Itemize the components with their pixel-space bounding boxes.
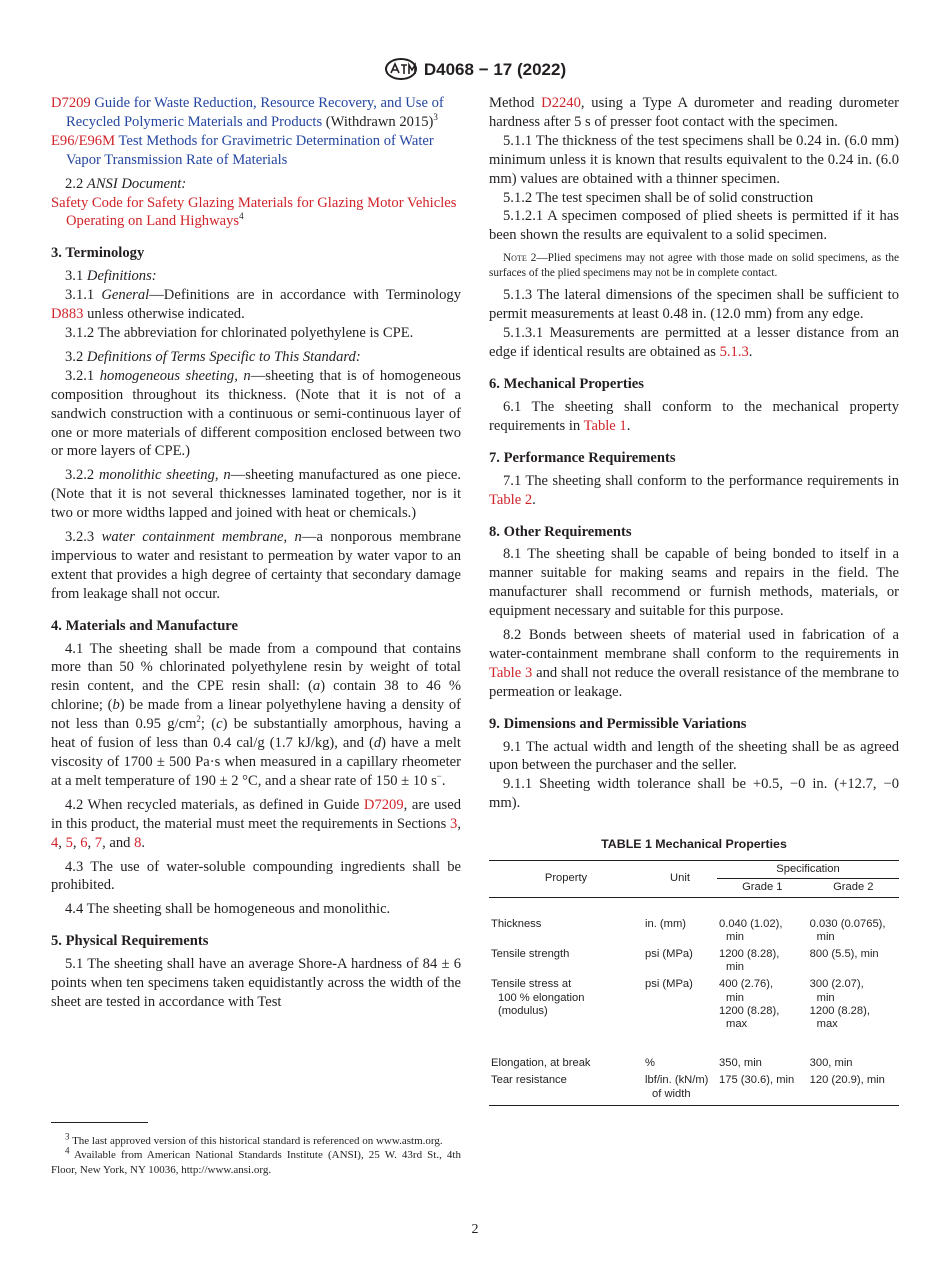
cell-unit: psi (MPa) — [645, 978, 693, 991]
para-5-1-3-1: 5.1.3.1 Measurements are permitted at a lesser distance from an edge if identical results are obtained as 5.1.3. — [489, 325, 899, 361]
cell-property: Thickness — [491, 917, 542, 930]
cell-grade-1: 350, min — [719, 1057, 762, 1070]
col-grade-2: Grade 2 — [808, 879, 899, 897]
right-column — [489, 94, 899, 1106]
cell-grade-2: 800 (5.5), min — [809, 947, 879, 960]
cell-grade-2: 300 (2.07), min 1200 (8.28), max — [809, 978, 870, 1030]
para-3-2-2: 3.2.2 monolithic sheeting, n—sheeting manufactured as one piece. (Note that it is not several thicknesses laminated together, nor is it two or more widths lapped and joined with heat or chemicals.) — [51, 467, 461, 522]
link-section-7[interactable]: 7 — [94, 834, 103, 851]
para-8-1: 8.1 The sheeting shall be capable of being bonded to itself in a manner suitable for making seams and repairs in the field. The manufacturer shall recommend or furnish methods, materials, or equipment necessary and suitable for this purpose. — [489, 546, 899, 620]
footnotes — [51, 1131, 461, 1177]
table-row — [489, 1070, 899, 1105]
footnote-rule — [51, 1122, 148, 1123]
cell-property: Tensile strength — [491, 947, 570, 960]
link-section-5[interactable]: 5 — [65, 834, 73, 851]
cell-unit: % — [645, 1057, 655, 1070]
para-3-2-1: 3.2.1 homogeneous sheeting, n—sheeting that is of homogeneous composition throughout its thickness. (Note that it is not of a sandwich construction with a continuous or semi-continuous layer of one or more materials of different composition enclosed between two or more layers of CPE.) — [51, 367, 461, 460]
footnote-3: $^3$ The last approved version of this historical standard is referenced on www.astm.org. — [65, 1131, 443, 1147]
para-5-1-2-1: 5.1.2.1 A specimen composed of plied sheets is permitted if it has been shown the results are equivalent to a solid specimen. — [489, 208, 899, 244]
link-d883[interactable]: D883 — [51, 306, 84, 323]
footnote-4: $^4$ Available from American National Standards Institute (ANSI), 25 W. 43rd St., 4th Floor, New York, NY 10036, http://www.ansi.org. — [51, 1145, 461, 1176]
link-section-6[interactable]: 6 — [80, 834, 88, 851]
link-ansi-safety-code[interactable]: Safety Code for Safety Glazing Materials for Glazing Motor Vehicles Operating on Land Highways — [51, 194, 457, 230]
section-3-title: 3. Terminology — [51, 245, 145, 262]
para-4-3: 4.3 The use of water-soluble compounding ingredients shall be prohibited. — [51, 858, 461, 894]
table-row — [489, 974, 899, 1031]
cell-unit: in. (mm) — [645, 917, 687, 930]
reference-d7209: D7209 Guide for Waste Reduction, Resource Recovery, and Use of Recycled Polymeric Materials and Products (Withdrawn 2015)$^3$ — [51, 95, 444, 130]
section-7-title: 7. Performance Requirements — [489, 449, 676, 466]
link-section-8[interactable]: 8 — [134, 834, 142, 851]
footnote-ref-4[interactable]: 4 — [239, 211, 244, 222]
cell-grade-2: 0.030 (0.0765), min — [809, 917, 886, 943]
section-5-title: 5. Physical Requirements — [51, 933, 209, 950]
col-grade-1: Grade 1 — [717, 879, 808, 897]
designation: D4068 − 17 (2022) — [423, 60, 567, 79]
reference-e96 — [51, 132, 461, 170]
col-property: Property — [489, 861, 643, 897]
cell-property: Tear resistance — [491, 1074, 567, 1087]
link-section-3[interactable]: 3 — [450, 815, 458, 832]
cell-property: Tensile stress at 100 % elongation (modulus) — [491, 978, 585, 1017]
para-4-4: 4.4 The sheeting shall be homogeneous and monolithic. — [65, 901, 391, 918]
ref-d7209-title[interactable]: Guide for Waste Reduction, Resource Recovery, and Use of Recycled Polymeric Materials and Products — [66, 95, 444, 130]
section-8-title: 8. Other Requirements — [489, 523, 632, 540]
cell-unit: psi (MPa) — [645, 947, 693, 960]
page-number: 2 — [471, 1222, 479, 1237]
para-4-2: 4.2 When recycled materials, as defined in Guide D7209, are used in this product, the material must meet the requirements in Sections 3, 4, 5, 6, 7, and 8. — [51, 796, 461, 851]
col-specification: Specification — [717, 861, 899, 879]
cell-grade-2: 120 (20.9), min — [809, 1074, 885, 1087]
link-5-1-3[interactable]: 5.1.3 — [719, 344, 749, 361]
ref-e96-title[interactable]: Test Methods for Gravimetric Determination of Water Vapor Transmission Rate of Materials — [66, 132, 434, 168]
link-section-4[interactable]: 4 — [51, 834, 59, 851]
para-9-1: 9.1 The actual width and length of the sheeting shall be as agreed upon between the purchaser and the seller. — [489, 738, 899, 774]
astm-logo-icon — [384, 58, 418, 80]
section-6-title: 6. Mechanical Properties — [489, 376, 644, 393]
para-6-1: 6.1 The sheeting shall conform to the mechanical property requirements in Table 1. — [489, 398, 899, 434]
table-1-title: TABLE 1 Mechanical Properties — [601, 837, 787, 852]
para-5-1-1: 5.1.1 The thickness of the test specimens shall be 0.24 in. (6.0 mm) minimum unless it is known that results equivalent to the 0.24 in. (6.0 mm) values are obtained with a thinner specimen. — [489, 132, 899, 187]
para-3-2: 3.2 Definitions of Terms Specific to This Standard: — [65, 348, 361, 365]
link-d7209-guide[interactable]: D7209 — [363, 796, 404, 813]
table-row — [489, 944, 899, 974]
table-1-body — [489, 914, 899, 1106]
page-header — [0, 58, 950, 80]
cell-grade-1: 1200 (8.28), min — [719, 947, 780, 974]
link-table-1[interactable]: Table 1 — [583, 417, 627, 434]
para-4-1: 4.1 The sheeting shall be made from a compound that contains more than 50 % chlorinated polyethylene resin by weight of total resin content, and the CPE resin shall: (a) contain 38 to 46 % chlorine; (b) be made from a linear polyethylene having a density of not less than 0.95 $g/cm^2$; (c) be substantially amorphous, having a heat of fusion of less than 0.4 cal/g (1.7 kJ/kg), and (d) have a melt viscosity of 1700 ± 500 Pa·s when measured in a capillary rheometer at a melt temperature of 190 ± 2 °C, and a shear rate of 150 ± 10 s−. — [51, 640, 461, 789]
para-3-1-2: 3.1.2 The abbreviation for chlorinated polyethylene is CPE. — [65, 324, 414, 341]
reference-ansi — [51, 194, 461, 232]
section-9-title: 9. Dimensions and Permissible Variations — [489, 715, 747, 732]
para-5-1: 5.1 The sheeting shall have an average Shore-A hardness of 84 ± 6 points when ten specimens taken equidistantly across the width of the sheet are tested in accordance with Test — [51, 956, 461, 1010]
para-5-1-3: 5.1.3 The lateral dimensions of the specimen shall be sufficient to permit measurements at least 0.48 in. (12.0 mm) from any edge. — [489, 287, 899, 323]
note-2: Note 2—Plied specimens may not agree with those made on solid specimens, as the surfaces of the plied specimens may not be in complete contact. — [489, 252, 899, 279]
para-7-1: 7.1 The sheeting shall conform to the performance requirements in Table 2. — [489, 472, 899, 508]
link-d7209[interactable]: D7209 — [51, 95, 91, 111]
para-8-2: 8.2 Bonds between sheets of material used in fabrication of a water-containment membrane shall conform to the requirements in Table 3 and shall not reduce the overall resistance of the membrane to permeation or leakage. — [489, 627, 899, 700]
cell-grade-2: 300, min — [809, 1057, 853, 1070]
para-9-1-1: 9.1.1 Sheeting width tolerance shall be +0.5, −0 in. (+12.7, −0 mm). — [489, 776, 899, 812]
table-row — [489, 914, 899, 944]
para-3-2-3: 3.2.3 water containment membrane, n—a nonporous membrane impervious to water and resistant to permeation by water vapor to an extent that provides a high degree of certainty that secondary damage from leakage shall not occur. — [51, 529, 461, 602]
link-table-3[interactable]: Table 3 — [489, 664, 533, 681]
link-e96[interactable]: E96/E96M — [51, 132, 116, 149]
table-row — [489, 1031, 899, 1070]
left-column — [51, 94, 461, 1012]
link-d2240[interactable]: D2240 — [541, 95, 581, 111]
cell-grade-1: 175 (30.6), min — [719, 1074, 795, 1087]
cell-grade-1: 0.040 (1.02), min — [719, 917, 783, 943]
section-4-title: 4. Materials and Manufacture — [51, 617, 238, 634]
cell-grade-1: 400 (2.76), min 1200 (8.28), max — [719, 978, 780, 1030]
para-5-1-2: 5.1.2 The test specimen shall be of solid construction — [503, 189, 814, 206]
para-3-1-1: 3.1.1 General—Definitions are in accordance with Terminology D883 unless otherwise indicated. — [51, 287, 461, 323]
para-3-1: 3.1 Definitions: — [65, 268, 157, 285]
para-5-1-cont: Method D2240, using a Type A durometer and reading durometer hardness after 5 s of presser foot contact with the specimen. — [489, 95, 899, 130]
footnote-ref-3[interactable]: 3 — [433, 112, 438, 123]
cell-property: Elongation, at break — [491, 1057, 591, 1070]
cell-unit: lbf/in. (kN/m) of width — [645, 1074, 709, 1100]
link-table-2[interactable]: Table 2 — [489, 491, 533, 508]
ansi-heading: 2.2 ANSI Document: — [65, 175, 187, 192]
table-1-mechanical-properties — [489, 860, 899, 1106]
col-unit: Unit — [643, 861, 717, 897]
